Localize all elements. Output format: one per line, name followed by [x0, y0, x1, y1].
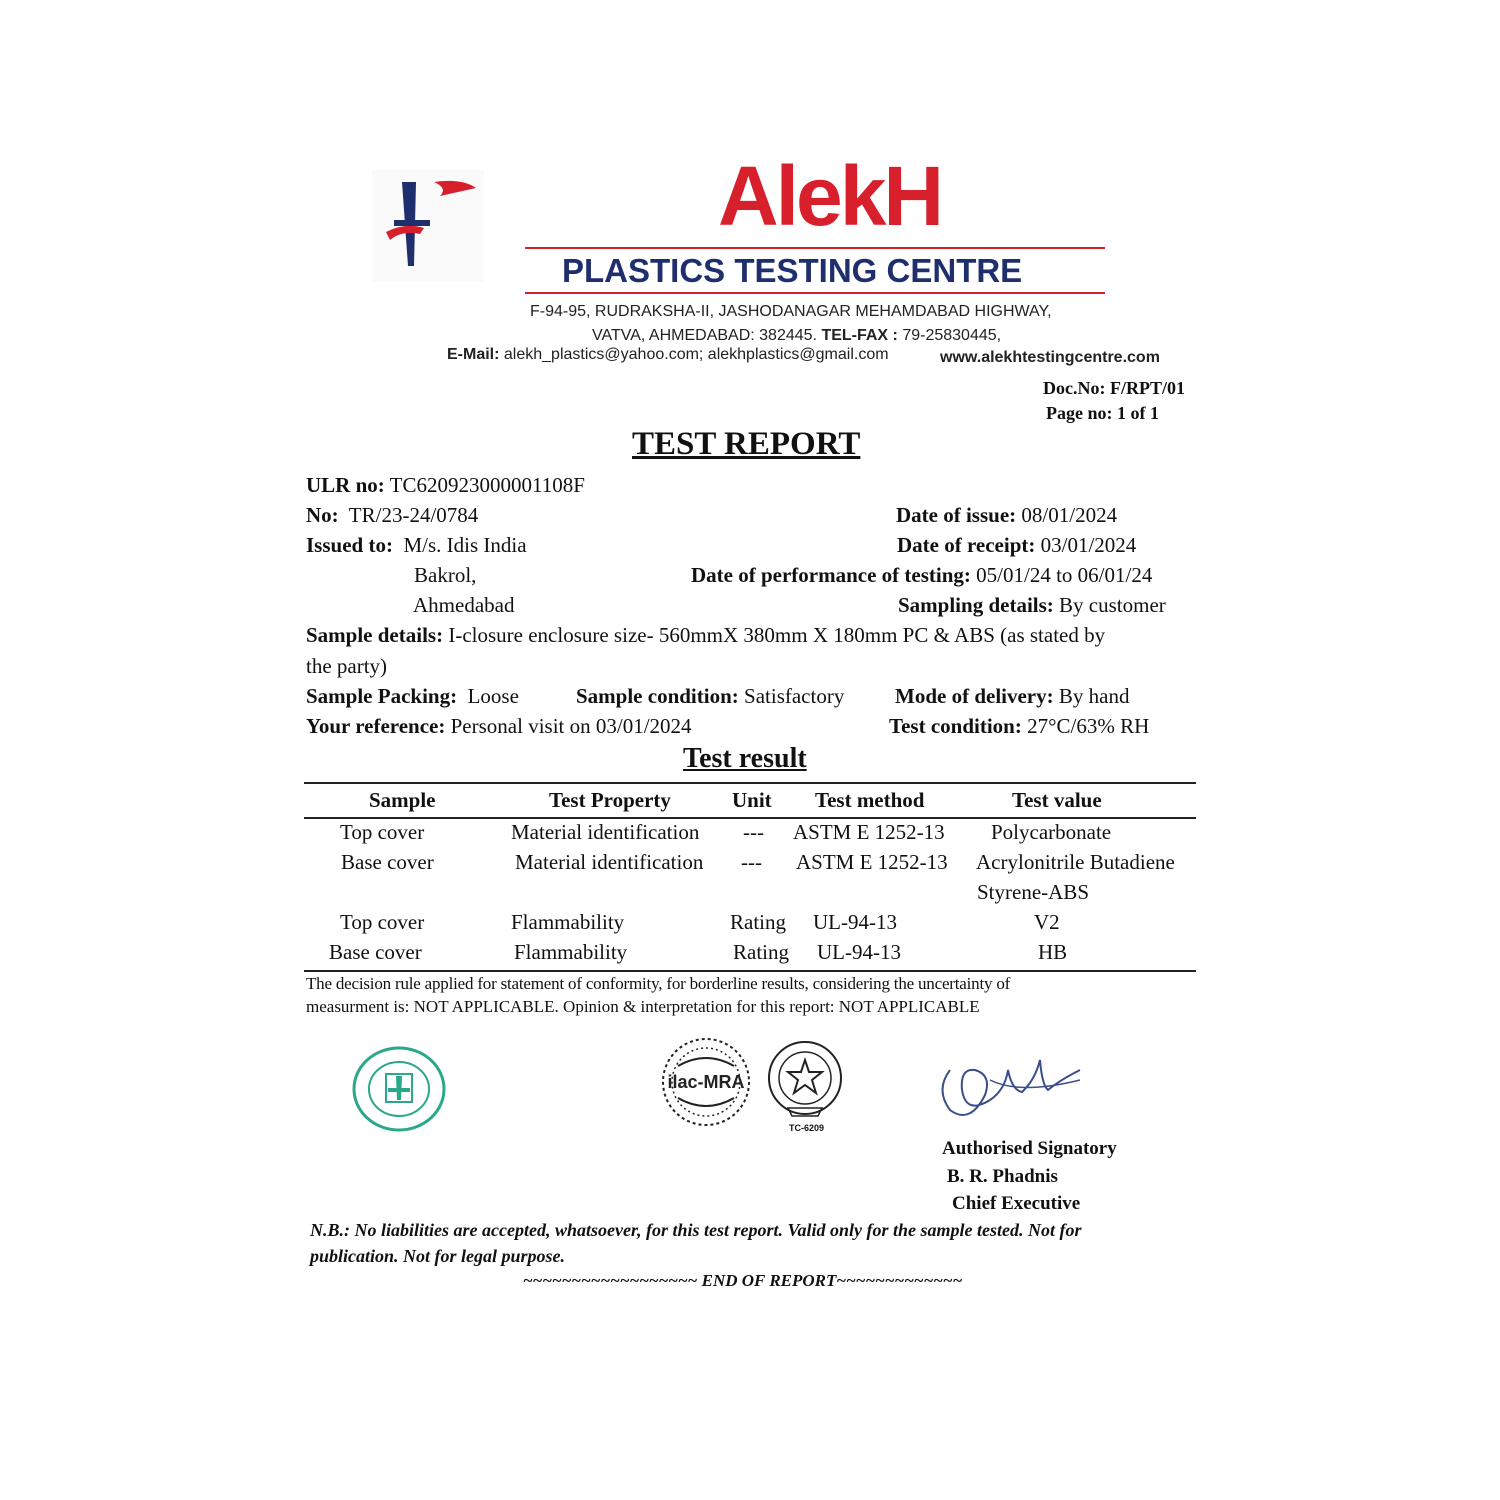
end-of-report: ~~~~~~~~~~~~~~~~~~ END OF REPORT~~~~~~~~~~~~~: [523, 1271, 963, 1290]
email-label: E-Mail:: [447, 346, 500, 363]
sample-details-line2: the party): [306, 654, 388, 678]
nb-line1: N.B.: No liabilities are accepted, whatsoever, for this test report. Valid only for the sample tested. Not for: [310, 1220, 1082, 1240]
sample-details-value: I-closure enclosure size- 560mmX 380mm X 180mm PC & ABS (as stated by: [448, 623, 1106, 647]
table-top-rule: [304, 782, 1196, 784]
condition-row: Sample condition: Satisfactory: [576, 684, 845, 708]
address-line-2: VATVA, AHMEDABAD: 382445. TEL-FAX : 79-25830445,: [592, 327, 1002, 344]
col-header-sample: Sample: [369, 788, 436, 812]
telfax-value: 79-25830445,: [902, 327, 1002, 344]
table-row-1-unit: ---: [743, 820, 764, 844]
date-performance-row: Date of performance of testing: 05/01/24 to 06/01/24: [691, 563, 1153, 587]
test-condition-row: Test condition: 27°C/63% RH: [889, 714, 1150, 738]
report-no-value: TR/23-24/0784: [348, 503, 479, 527]
lab-seal-icon: [352, 1046, 446, 1132]
alekh-logo-icon: [372, 170, 484, 282]
reference-row: Your reference: Personal visit on 03/01/2024: [306, 714, 692, 738]
results-heading: Test result: [683, 743, 807, 774]
packing-value: Loose: [467, 684, 519, 708]
table-row-1-property: Material identification: [511, 820, 700, 844]
ulr-value: TC620923000001108F: [389, 473, 585, 497]
nabl-code: TC-6209: [789, 1123, 825, 1133]
table-bottom-rule: [304, 970, 1196, 972]
report-no-row: No: TR/23-24/0784: [306, 503, 479, 527]
col-header-value: Test value: [1012, 788, 1102, 812]
nabl-seal-icon: [766, 1040, 844, 1122]
ilac-mra-text: ilac-MRA: [667, 1072, 745, 1092]
packing-row: Sample Packing: Loose: [306, 684, 519, 708]
date-issue-row: Date of issue: 08/01/2024: [896, 503, 1118, 527]
table-row-3-unit: Rating: [730, 910, 786, 934]
date-receipt-value: 03/01/2024: [1040, 533, 1137, 557]
header-rule-top: [525, 247, 1105, 249]
signature-icon: [930, 1040, 1095, 1130]
issued-to-line3: Ahmedabad: [413, 593, 515, 617]
col-header-unit: Unit: [732, 788, 772, 812]
sample-details-row: Sample details: I-closure enclosure size- 560mmX 380mm X 180mm PC & ABS (as stated by: [306, 623, 1106, 647]
signatory-title: Authorised Signatory: [942, 1138, 1117, 1159]
table-row-3-method: UL-94-13: [813, 910, 897, 934]
issued-to-row: Issued to: M/s. Idis India: [306, 533, 527, 557]
ulr-row: ULR no: TC620923000001108F: [306, 473, 585, 497]
website-link[interactable]: www.alekhtestingcentre.com: [940, 349, 1160, 366]
doc-no: Doc.No: F/RPT/01: [1043, 378, 1185, 398]
date-issue-value: 08/01/2024: [1021, 503, 1118, 527]
decision-rule-line1: The decision rule applied for statement of conformity, for borderline results, considering the uncertainty of: [306, 974, 1011, 993]
table-row-4-value: HB: [1038, 940, 1068, 964]
table-row-4-method: UL-94-13: [817, 940, 901, 964]
table-row-2-property: Material identification: [515, 850, 704, 874]
signatory-designation: Chief Executive: [952, 1193, 1081, 1214]
table-row-4-property: Flammability: [514, 940, 628, 964]
issued-to-line2: Bakrol,: [414, 563, 477, 587]
col-header-property: Test Property: [549, 788, 671, 812]
date-receipt-row: Date of receipt: 03/01/2024: [897, 533, 1137, 557]
brand-name: AlekH: [718, 149, 942, 243]
table-row-2-unit: ---: [741, 850, 762, 874]
condition-value: Satisfactory: [744, 684, 845, 708]
date-performance-value: 05/01/24 to 06/01/24: [976, 563, 1153, 587]
table-row-1-sample: Top cover: [340, 820, 425, 844]
centre-name: PLASTICS TESTING CENTRE: [562, 252, 1023, 289]
table-row-3-property: Flammability: [511, 910, 625, 934]
table-row-2-value: Acrylonitrile Butadiene: [976, 850, 1175, 874]
telfax-label: TEL-FAX :: [821, 327, 898, 344]
table-row-2-value-cont: Styrene-ABS: [977, 880, 1089, 904]
col-header-method: Test method: [815, 788, 925, 812]
table-row-1-value: Polycarbonate: [991, 820, 1112, 844]
table-row-3-sample: Top cover: [340, 910, 425, 934]
decision-rule-line2: measurment is: NOT APPLICABLE. Opinion & interpretation for this report: NOT APPLICABLE: [306, 997, 980, 1016]
address-line-1: F-94-95, RUDRAKSHA-II, JASHODANAGAR MEHAMDABAD HIGHWAY,: [530, 303, 1052, 320]
table-row-2-method: ASTM E 1252-13: [796, 850, 948, 874]
nb-line2: publication. Not for legal purpose.: [310, 1246, 566, 1266]
email-value[interactable]: alekh_plastics@yahoo.com; alekhplastics@gmail.com: [503, 346, 889, 363]
table-row-1-method: ASTM E 1252-13: [793, 820, 945, 844]
header-rule-bottom: [525, 292, 1105, 294]
signatory-name: B. R. Phadnis: [947, 1166, 1058, 1187]
page-title: TEST REPORT: [632, 426, 861, 462]
table-row-4-unit: Rating: [733, 940, 789, 964]
table-row-2-sample: Base cover: [341, 850, 434, 874]
issued-to-name: M/s. Idis India: [403, 533, 527, 557]
page-no: Page no: 1 of 1: [1046, 403, 1159, 423]
sampling-row: Sampling details: By customer: [898, 593, 1166, 617]
sampling-value: By customer: [1059, 593, 1166, 617]
table-row-4-sample: Base cover: [329, 940, 422, 964]
reference-value: Personal visit on 03/01/2024: [450, 714, 692, 738]
table-row-3-value: V2: [1034, 910, 1060, 934]
ilac-mra-logo-icon: [660, 1036, 752, 1128]
email-line: [447, 346, 889, 364]
delivery-value: By hand: [1058, 684, 1130, 708]
table-header-rule: [304, 817, 1196, 819]
test-condition-value: 27°C/63% RH: [1027, 714, 1150, 738]
delivery-row: Mode of delivery: By hand: [895, 684, 1130, 708]
